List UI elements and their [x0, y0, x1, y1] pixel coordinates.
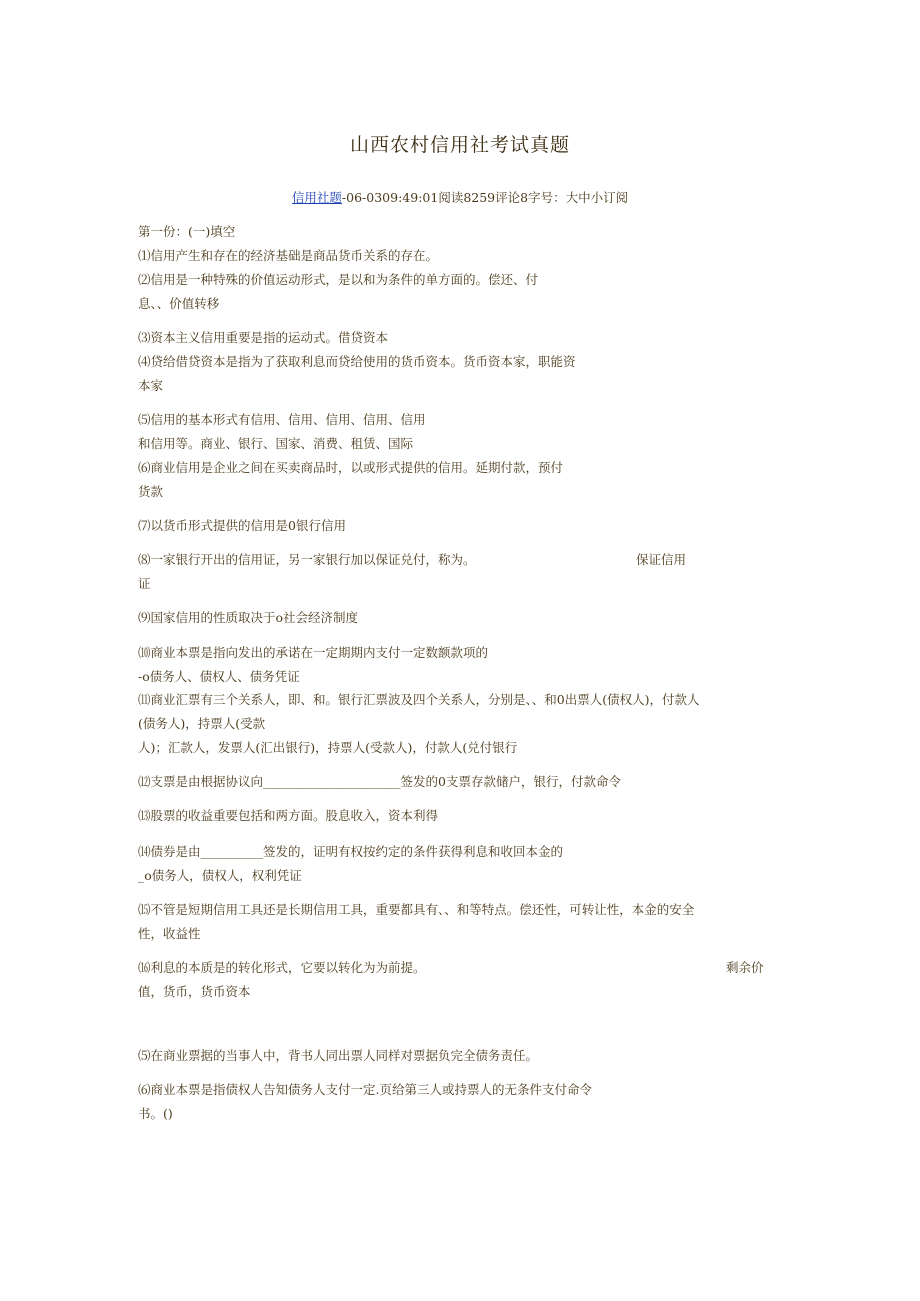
question-line: ⑴信用产生和存在的经济基础是商品货币关系的存在。 — [138, 248, 439, 263]
question-line: ⑶资本主义信用重要是指的运动式。借贷资本 — [138, 330, 389, 345]
question-line: _o债务人，债权人，权利凭证 — [138, 868, 302, 883]
question-line: ⑻一家银行开出的信用证，另一家银行加以保证兑付，称为。 — [138, 552, 476, 567]
question-line: -o债务人、债权人、债务凭证 — [138, 669, 300, 684]
question-line: 值，货币，货币资本 — [138, 984, 251, 999]
question-line: 货款 — [138, 484, 164, 499]
question-line: (债务人)，持票人(受款 — [138, 716, 266, 731]
question-line: ⑺以货币形式提供的信用是0银行信用 — [138, 518, 346, 533]
question-line: 息、、价值转移 — [138, 296, 220, 311]
question-line: ⑹商业信用是企业之间在买卖商品时，以或形式提供的信用。延期付款，预付 — [138, 460, 564, 475]
question-line: 性，收益性 — [138, 926, 201, 941]
question-line: ⑷贷给借贷资本是指为了获取利息而贷给使用的货币资本。货币资本家，职能资 — [138, 354, 576, 369]
meta-info: -06-0309:49:01阅读8259评论8字号：大中小订阅 — [341, 190, 629, 205]
question-line: 证 — [138, 576, 151, 591]
question-line: ⑹商业本票是指债权人告知债务人支付一定.页给第三人或持票人的无条件支付命令 — [138, 1082, 592, 1097]
question-line: ⒀股票的收益重要包括和两方面。股息收入，资本利得 — [138, 808, 439, 823]
question-line: 人)；汇款人，发票人(汇出银行)，持票人(受款人)，付款人(兑付银行 — [138, 740, 518, 755]
category-link[interactable]: 信用社题 — [291, 190, 342, 205]
question-line: ⒃利息的本质是的转化形式，它要以转化为为前提。 — [138, 960, 426, 975]
question-line: 和信用等。商业、银行、国家、消费、租赁、国际 — [138, 436, 414, 451]
question-line: ⑸在商业票据的当事人中，背书人同出票人同样对票据负完全债务责任。 — [138, 1048, 539, 1063]
question-line: ⑾商业汇票有三个关系人，即、和。银行汇票波及四个关系人，分别是、、和0出票人(债权人)，付款人 — [138, 692, 700, 707]
question-line: ⑸信用的基本形式有信用、信用、信用、信用、信用 — [138, 412, 426, 427]
question-line: ⑿支票是由根据协议向______________________签发的0支票存款储户，银行，付款命令 — [138, 774, 621, 789]
question-line: ⒂不管是短期信用工具还是长期信用工具，重要都具有、、和等特点。偿还性，可转让性，本金的安全 — [138, 902, 695, 917]
question-line: ⑼国家信用的性质取决于o社会经济制度 — [138, 610, 359, 625]
question-line: 书。() — [138, 1106, 173, 1121]
article-meta — [0, 188, 920, 206]
question-line: ⒁债券是由__________签发的，证明有权按约定的条件获得利息和收回本金的 — [138, 844, 564, 859]
section-heading: 第一份：(一)填空 — [138, 224, 236, 239]
answer-fragment: 剩余价 — [726, 960, 764, 975]
question-line: ⑵信用是一种特殊的价值运动形式，是以和为条件的单方面的。偿还、付 — [138, 272, 539, 287]
question-line: ⑽商业本票是指向发出的承诺在一定期期内支付一定数额款项的 — [138, 645, 489, 660]
question-line: 本家 — [138, 378, 164, 393]
page-title: 山西农村信用社考试真题 — [349, 134, 570, 156]
answer-fragment: 保证信用 — [636, 552, 687, 567]
